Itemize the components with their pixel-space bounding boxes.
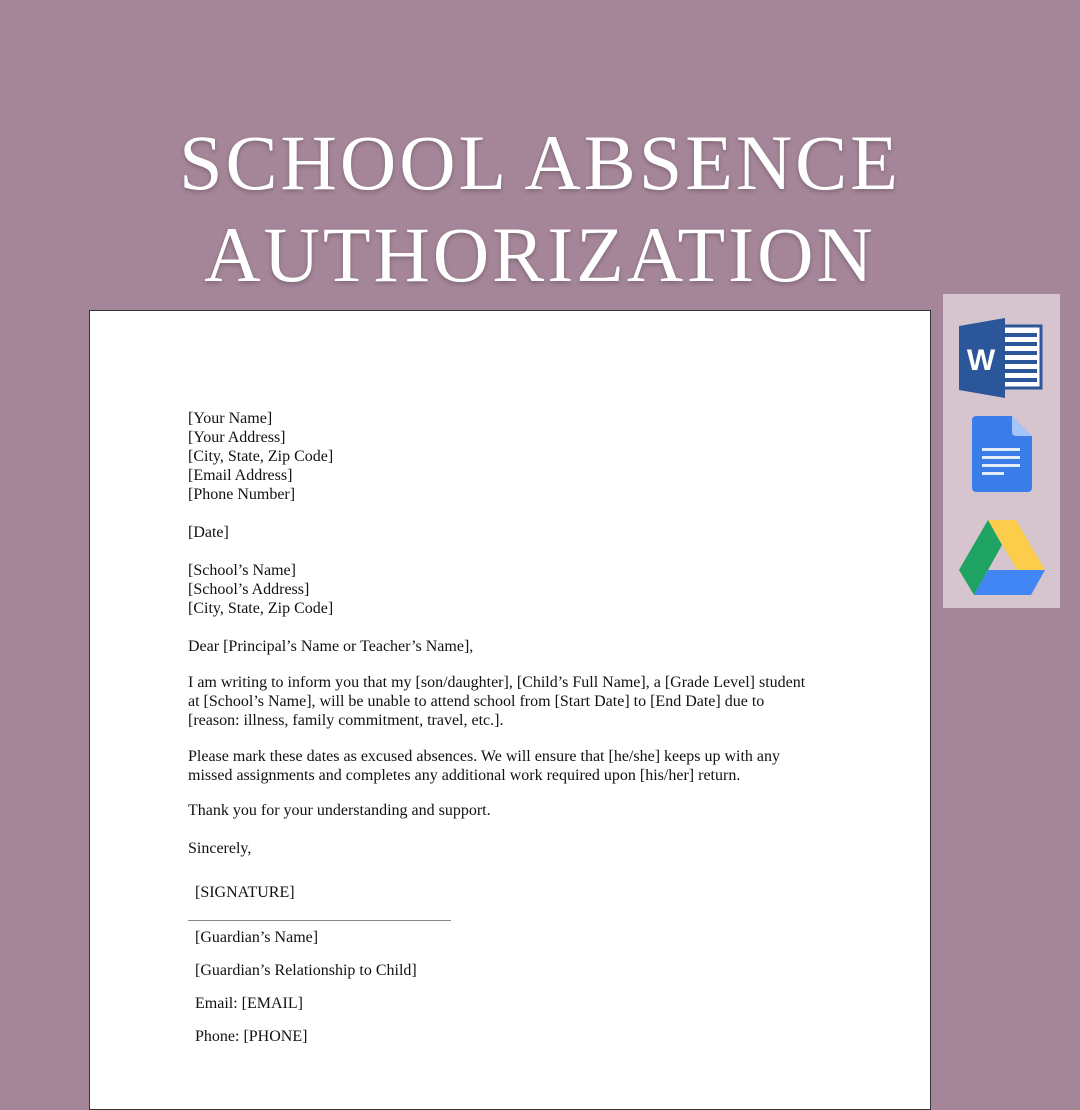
compatible-apps-panel [943, 294, 1060, 608]
word-letter: W [966, 344, 996, 377]
sender-phone: [Phone Number] [188, 486, 296, 503]
guardian-name: [Guardian’s Name] [195, 929, 319, 946]
guardian-relationship: [Guardian’s Relationship to Child] [195, 962, 417, 979]
paragraph-1-line: I am writing to inform you that my [son/daughter], [Child’s Full Name], a [Grade Level] student [188, 674, 806, 691]
paragraph-1-line: at [School’s Name], will be unable to attend school from [Start Date] to [End Date] due to [188, 693, 765, 710]
school-name: [School’s Name] [188, 562, 296, 579]
title-line-1: SCHOOL ABSENCE [179, 119, 901, 206]
paragraph-2-line: missed assignments and completes any additional work required upon [his/her] return. [188, 767, 741, 784]
title-line-2: AUTHORIZATION [204, 211, 876, 298]
paragraph-1 [188, 673, 805, 730]
letter-date: [Date] [188, 524, 229, 541]
thanks-line: Thank you for your understanding and support. [188, 802, 491, 819]
guardian-email: Email: [EMAIL] [195, 995, 303, 1012]
school-city: [City, State, Zip Code] [188, 600, 334, 617]
paragraph-1-line: [reason: illness, family commitment, travel, etc.]. [188, 712, 504, 729]
google-docs-icon [972, 416, 1032, 492]
sender-block [188, 409, 333, 504]
sender-email: [Email Address] [188, 467, 293, 484]
sender-city: [City, State, Zip Code] [188, 448, 334, 465]
sender-address: [Your Address] [188, 429, 286, 446]
letter-document [89, 310, 931, 1110]
closing: Sincerely, [188, 840, 252, 857]
guardian-phone: Phone: [PHONE] [195, 1028, 308, 1045]
school-address: [School’s Address] [188, 581, 310, 598]
paragraph-2-line: Please mark these dates as excused absences. We will ensure that [he/she] keeps up with any [188, 748, 780, 765]
google-drive-icon [959, 520, 1045, 596]
signature-placeholder: [SIGNATURE] [195, 884, 295, 901]
paragraph-2 [188, 747, 780, 785]
salutation: Dear [Principal’s Name or Teacher’s Name], [188, 638, 474, 655]
sender-name: [Your Name] [188, 410, 273, 427]
word-icon [959, 318, 1043, 398]
recipient-block [188, 561, 333, 618]
signature-line [188, 920, 451, 921]
